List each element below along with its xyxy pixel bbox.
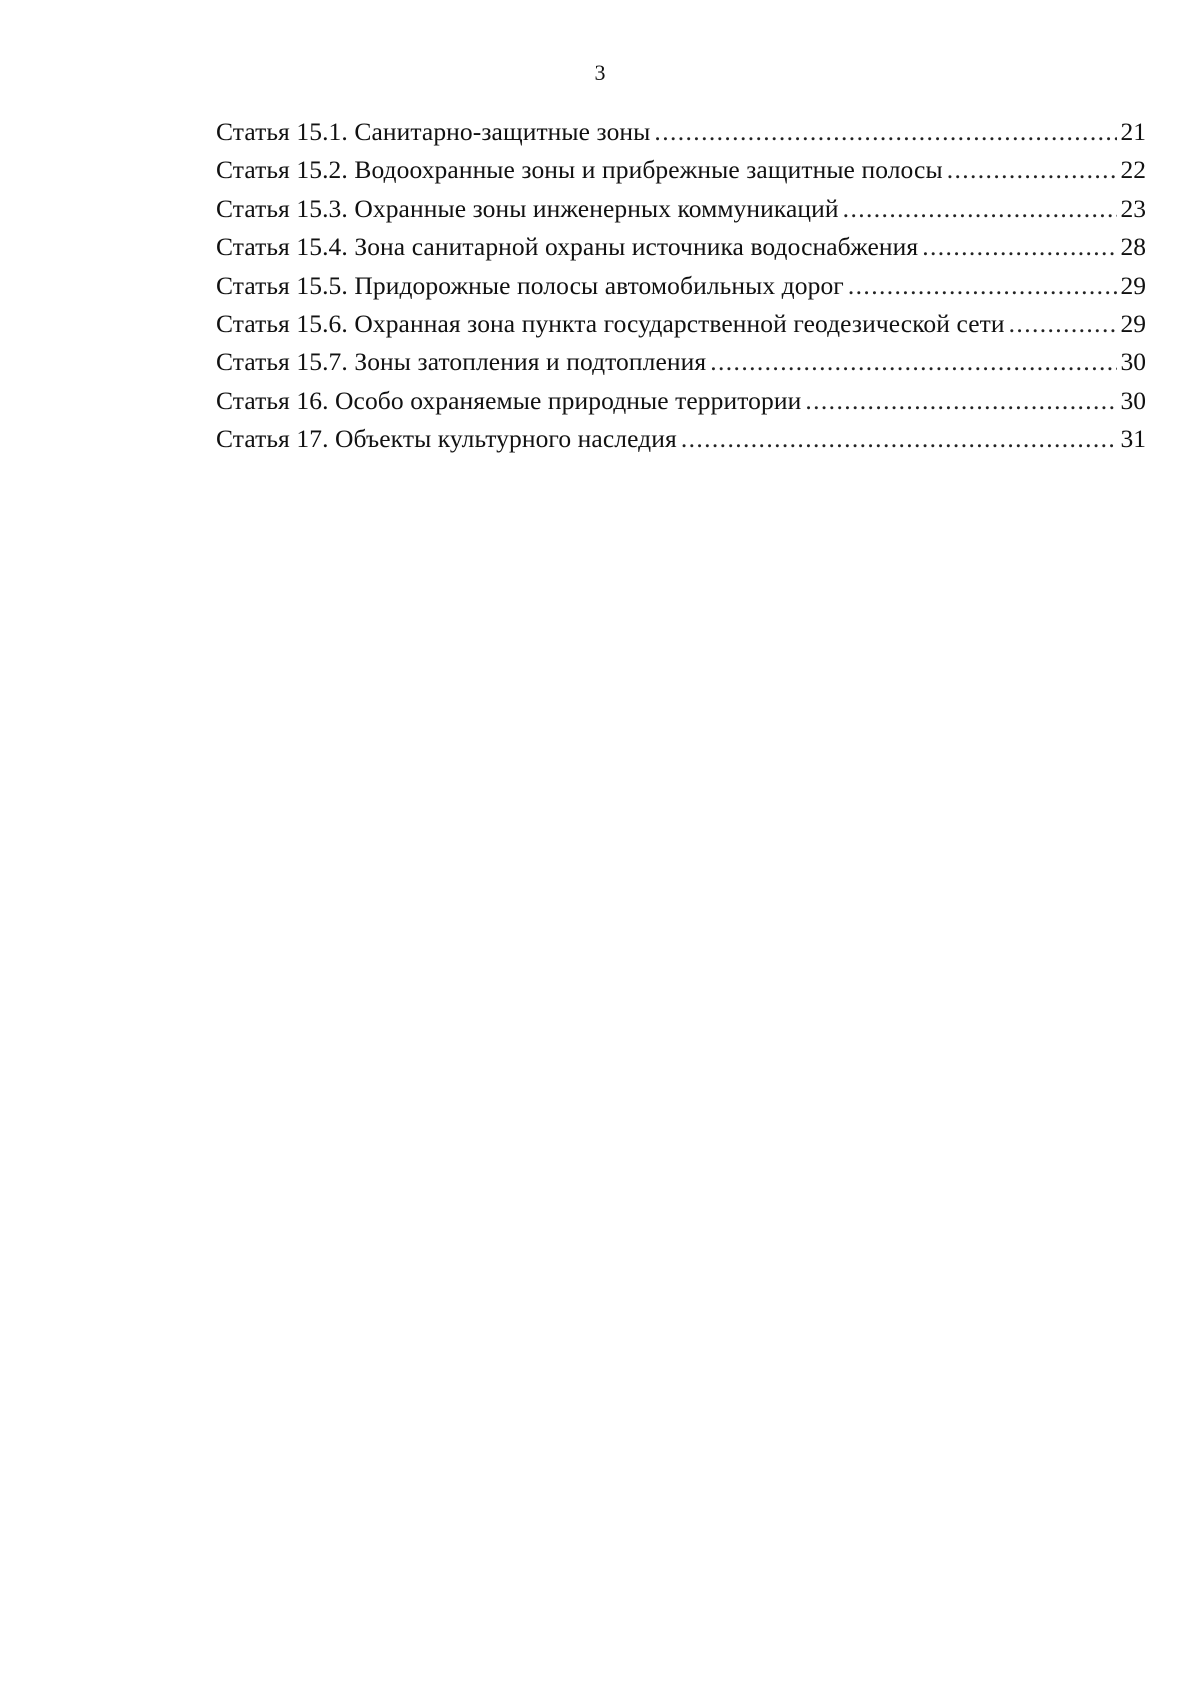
toc-entry-title: Статья 15.6. Охранная зона пункта государственной геодезической сети — [216, 308, 1005, 338]
toc-leader-dots — [654, 113, 1116, 151]
toc-entry[interactable] — [216, 228, 1146, 266]
table-of-contents — [216, 113, 1146, 459]
toc-entry-page: 29 — [1120, 308, 1146, 338]
toc-entry-title: Статья 15.5. Придорожные полосы автомобильных дорог — [216, 270, 844, 300]
toc-entry-page: 28 — [1120, 232, 1146, 262]
toc-leader-dots — [848, 267, 1117, 305]
toc-leader-dots — [805, 382, 1116, 420]
toc-entry-page: 30 — [1120, 347, 1146, 377]
toc-entry-title: Статья 15.3. Охранные зоны инженерных коммуникаций — [216, 193, 839, 223]
toc-leader-dots — [843, 190, 1117, 228]
toc-entry-title: Статья 15.4. Зона санитарной охраны источника водоснабжения — [216, 232, 919, 262]
toc-entry[interactable] — [216, 151, 1146, 189]
toc-entry-page: 23 — [1120, 193, 1146, 223]
toc-entry[interactable] — [216, 343, 1146, 381]
toc-entry-page: 29 — [1120, 270, 1146, 300]
toc-entry-page: 30 — [1120, 385, 1146, 415]
toc-entry[interactable] — [216, 305, 1146, 343]
toc-entry[interactable] — [216, 267, 1146, 305]
toc-entry[interactable] — [216, 190, 1146, 228]
toc-entry-page: 22 — [1120, 155, 1146, 185]
toc-leader-dots — [1009, 305, 1117, 343]
toc-entry[interactable] — [216, 113, 1146, 151]
toc-entry-title: Статья 15.7. Зоны затопления и подтопления — [216, 347, 707, 377]
page-number: 3 — [594, 60, 606, 85]
toc-entry-title: Статья 16. Особо охраняемые природные территории — [216, 385, 802, 415]
toc-leader-dots — [710, 343, 1116, 381]
toc-leader-dots — [922, 228, 1116, 266]
toc-entry-title: Статья 15.1. Санитарно-защитные зоны — [216, 117, 651, 146]
toc-entry[interactable] — [216, 382, 1146, 420]
toc-entry[interactable] — [216, 420, 1146, 458]
toc-leader-dots — [947, 151, 1117, 189]
toc-leader-dots — [681, 420, 1117, 458]
toc-entry-page: 31 — [1120, 424, 1146, 454]
toc-entry-page: 21 — [1120, 117, 1146, 146]
toc-entry-title: Статья 15.2. Водоохранные зоны и прибрежные защитные полосы — [216, 155, 943, 185]
toc-entry-title: Статья 17. Объекты культурного наследия — [216, 424, 677, 454]
